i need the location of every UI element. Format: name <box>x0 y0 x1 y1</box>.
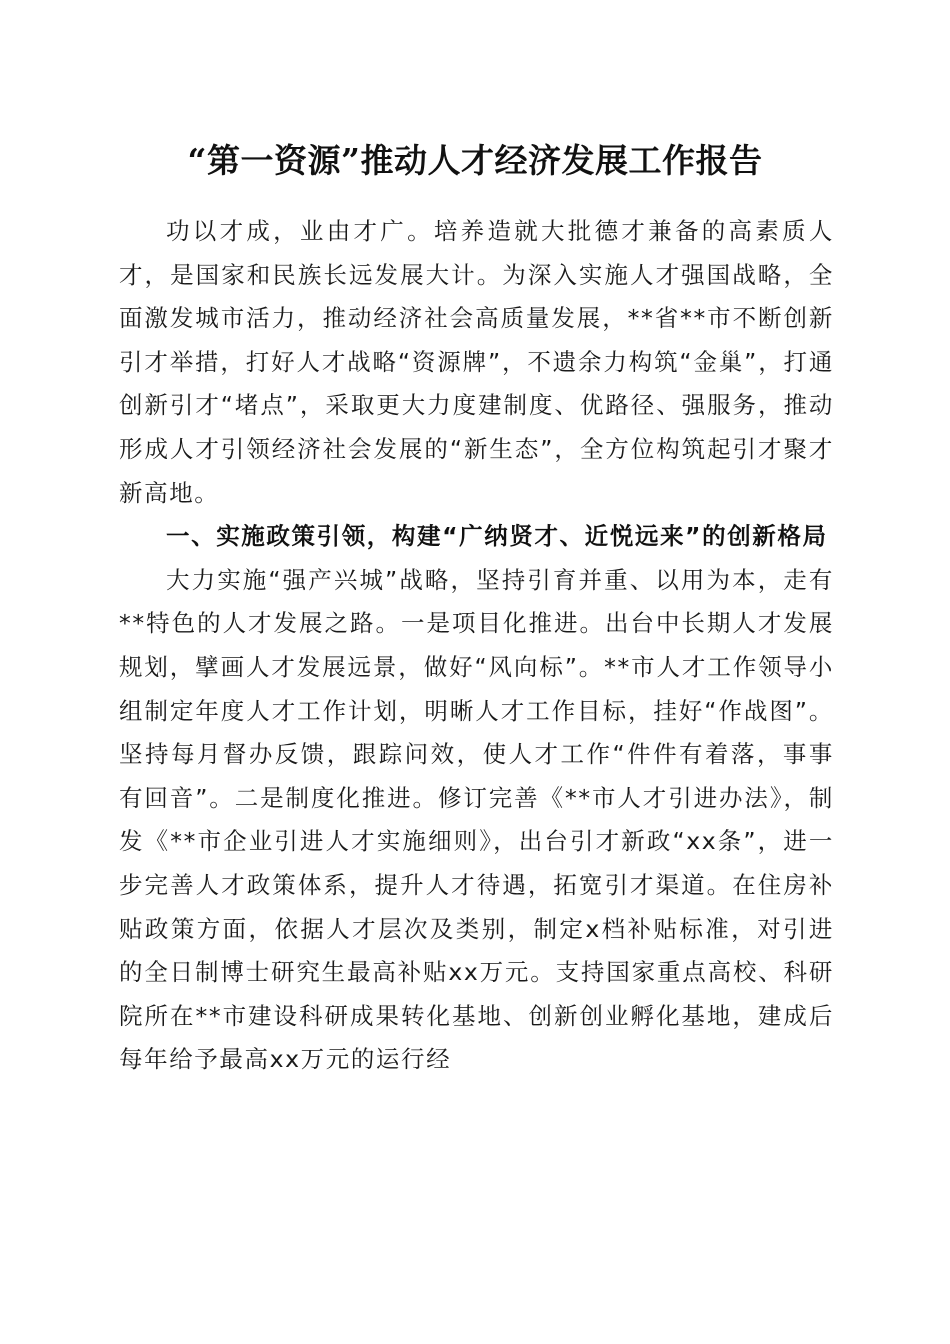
section-heading: 一、实施政策引领，构建“广纳贤才、近悦远来”的创新格局 <box>166 522 828 551</box>
section-paragraph: 大力实施“强产兴城”战略，坚持引育并重、以用为本，走有**特色的人才发展之路。一是项目化推进。出台中长期人才发展规划，擘画人才发展远景，做好“风向标”。**市人才工作领导小组制定年度人才工作计划，明晰人才工作目标，挂好“作战图”。坚持每月督办反馈，跟踪问效，使人才工作“件件有着落，事事有回音”。二是制度化推进。修订完善《**市人才引进办法》，制发《**市企业引进人才实施细则》，出台引才新政“xx条”，进一步完善人才政策体系，提升人才待遇，拓宽引才渠道。在住房补贴政策方面，依据人才层次及类别，制定x档补贴标准，对引进的全日制博士研究生最高补贴xx万元。支持国家重点高校、科研院所在**市建设科研成果转化基地、创新创业孵化基地，建成后每年给予最高xx万元的运行经 <box>119 565 834 1074</box>
document-title: “第一资源”推动人才经济发展工作报告 <box>187 141 763 180</box>
document-body <box>119 210 834 1082</box>
intro-paragraph: 功以才成，业由才广。培养造就大批德才兼备的高素质人才，是国家和民族长远发展大计。为深入实施人才强国战略，全面激发城市活力，推动经济社会高质量发展，**省**市不断创新引才举措，打好人才战略“资源牌”，不遗余力构筑“金巢”，打通创新引才“堵点”，采取更大力度建制度、优路径、强服务，推动形成人才引领经济社会发展的“新生态”，全方位构筑起引才聚才新高地。 <box>119 217 834 507</box>
